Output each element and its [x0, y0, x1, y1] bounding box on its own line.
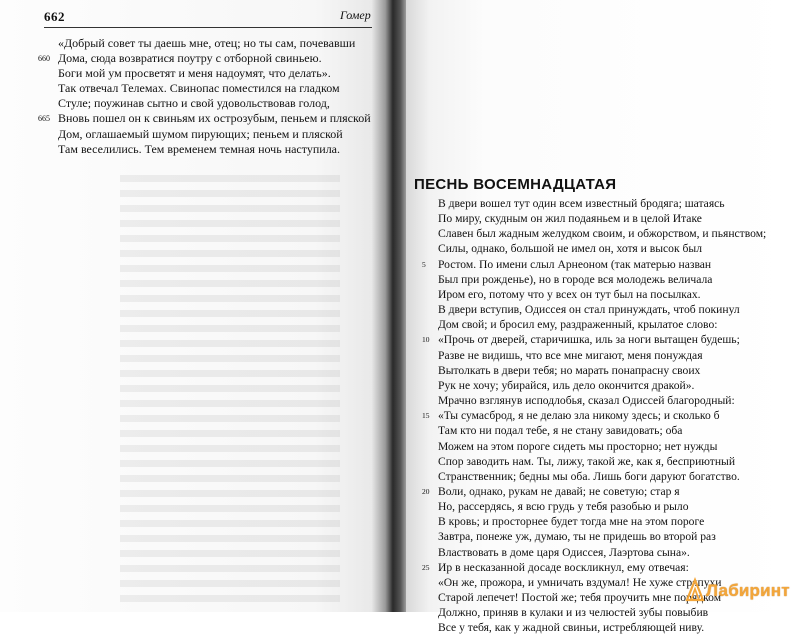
verse-line	[438, 605, 788, 620]
verse-line-text: Но, рассердясь, я всю грудь у тебя разобью и рыло	[438, 500, 689, 514]
verse-line-text: Стуле; поужинав сытно и свой удовольствовав голод,	[58, 96, 330, 111]
verse-line-text: Вытолкать в двери тебя; но марать понапрасну своих	[438, 363, 701, 377]
line-number: 20	[422, 486, 430, 496]
labirint-watermark	[684, 576, 794, 606]
verse-line	[58, 127, 358, 142]
verse-line	[422, 560, 788, 575]
right-verse-lines	[422, 196, 788, 636]
verse-line-text: Должно, приняв в кулаки и из челюстей зубы повыбив	[438, 606, 709, 620]
verse-line-text: Был при рожденье), но в городе вся молодежь величала	[438, 272, 713, 286]
verse-line	[438, 620, 788, 635]
verse-line	[438, 423, 788, 438]
verse-line-text: Там веселились. Тем временем темная ночь наступила.	[58, 141, 341, 156]
verse-line-text: Властвовать в доме царя Одиссея, Лаэртова сына».	[438, 545, 690, 559]
verse-line	[438, 317, 788, 332]
verse-line-text: «Добрый совет ты даешь мне, отец; но ты сам, почевавши	[58, 36, 356, 50]
verse-line	[438, 302, 788, 317]
running-head: Гомер	[340, 8, 371, 22]
verse-line-text: Странственник; бедны мы оба. Лишь боги даруют богатство.	[438, 469, 740, 483]
verse-line	[438, 514, 788, 529]
verse-line	[438, 499, 788, 514]
verse-line	[422, 332, 788, 347]
book-gutter	[372, 0, 410, 612]
page-number: 662	[44, 9, 65, 24]
left-page	[0, 0, 394, 612]
verse-line-text: Боги мой ум просветят и меня надоумят, что делать».	[58, 66, 331, 81]
verse-line-text: Воли, однако, рукам не давай; не советую; стар я	[438, 484, 680, 498]
verse-line-text: Спор заводить нам. Ты, лижу, такой же, как я, бесприютный	[438, 454, 736, 468]
verse-line	[58, 142, 358, 157]
verse-line-text: Дом свой; и бросил ему, раздраженный, крылатое слово:	[438, 318, 718, 332]
verse-line	[58, 96, 358, 111]
left-verse-lines	[38, 36, 371, 157]
verse-line-text: Мрачно взглянув исподлобья, сказал Одиссей благородный:	[438, 394, 735, 408]
verse-line	[438, 196, 788, 211]
verse-line	[38, 51, 358, 66]
verse-line	[438, 469, 788, 484]
verse-line-text: Завтра, понеже уж, думаю, ты не придешь во второй раз	[438, 530, 716, 544]
verse-line	[38, 111, 371, 126]
verse-line	[438, 454, 788, 469]
verse-line-text: Так отвечал Телемах. Свинопас поместился на гладком	[58, 81, 340, 96]
verse-line-text: По миру, скудным он жил подаяньем и в целой Итаке	[438, 212, 702, 226]
verse-line-text: В двери вступив, Одиссея он стал принуждать, чтоб покинул	[438, 303, 740, 317]
song-title: ПЕСНЬ ВОСЕМНАДЦАТАЯ	[414, 176, 617, 193]
verse-line-text: Разве не видишь, что все мне мигают, меня понуждая	[438, 348, 703, 362]
verse-line-text: В кровь; и просторнее будет тогда мне на этом пороге	[438, 515, 705, 529]
line-number: 660	[38, 54, 50, 64]
right-page	[406, 0, 800, 635]
watermark-text: Лабиринт	[706, 581, 790, 600]
verse-line	[438, 439, 788, 454]
verse-line-text: Ростом. По имени слыл Арнеоном (так матерью назван	[438, 257, 712, 271]
verse-line-text: Ир в несказанной досаде воскликнул, ему отвечая:	[438, 560, 689, 574]
verse-line-text: Силы, однако, большой не имел он, хотя и высок был	[438, 242, 702, 256]
verse-line	[422, 484, 788, 499]
verse-line-text: Там кто ни подал тебе, я не стану завидовать; оба	[438, 424, 683, 438]
verse-line	[58, 66, 358, 81]
verse-line-text: Вновь пошел он к свиньям их острозубым, пеньем и пляской	[58, 111, 371, 126]
verse-line-text: Все у тебя, как у жадной свиньи, истребляющей ниву.	[438, 621, 705, 635]
verse-line-text: «Он же, прожора, и умничать вздумал! Не хуже стряпухи	[438, 575, 722, 589]
verse-line	[438, 241, 788, 256]
header-rule	[44, 27, 374, 28]
verse-line-text: «Прочь от дверей, старичишка, иль за ноги вытащен будешь;	[438, 333, 740, 347]
verse-line	[438, 378, 788, 393]
verse-line	[438, 348, 788, 363]
verse-line	[438, 393, 788, 408]
verse-line-text: Можем на этом пороге сидеть мы просторно; нет нужды	[438, 439, 718, 453]
line-number: 15	[422, 411, 430, 421]
line-number: 665	[38, 114, 50, 124]
line-number: 25	[422, 562, 430, 572]
verse-line-text: Дом, оглашаемый шумом пирующих; пеньем и пляской	[58, 126, 343, 141]
verse-line-text: Старой лепечет! Постой же; тебя проучить мне порядком	[438, 591, 722, 605]
verse-line	[438, 287, 788, 302]
verse-line	[422, 257, 788, 272]
verse-line-text: В двери вошел тут один всем известный бродяга; шатаясь	[438, 197, 725, 210]
verse-line	[438, 211, 788, 226]
line-number: 10	[422, 335, 430, 345]
labirint-logo-icon	[684, 578, 706, 602]
verse-line	[438, 529, 788, 544]
verse-line	[58, 81, 358, 96]
verse-line-text: Дома, сюда возвратися поутру с отборной свиньею.	[58, 51, 322, 66]
verse-line-text: Славен был жадным желудком своим, и обжорством, и пьянством;	[438, 227, 767, 241]
verse-line-text: Рук не хочу; убирайся, иль дело окончится дракой».	[438, 378, 695, 392]
verse-line	[422, 408, 788, 423]
verse-line	[438, 363, 788, 378]
verse-line	[58, 36, 358, 51]
verse-line	[438, 226, 788, 241]
verse-line-text: Иром его, потому что у всех он тут был на посылках.	[438, 287, 701, 301]
verse-line-text: «Ты сумасброд, я не делаю зла никому здесь; и сколько б	[438, 409, 720, 423]
verse-line	[438, 272, 788, 287]
verse-line	[438, 545, 788, 560]
show-through-text	[120, 175, 340, 605]
line-number: 5	[422, 259, 426, 269]
